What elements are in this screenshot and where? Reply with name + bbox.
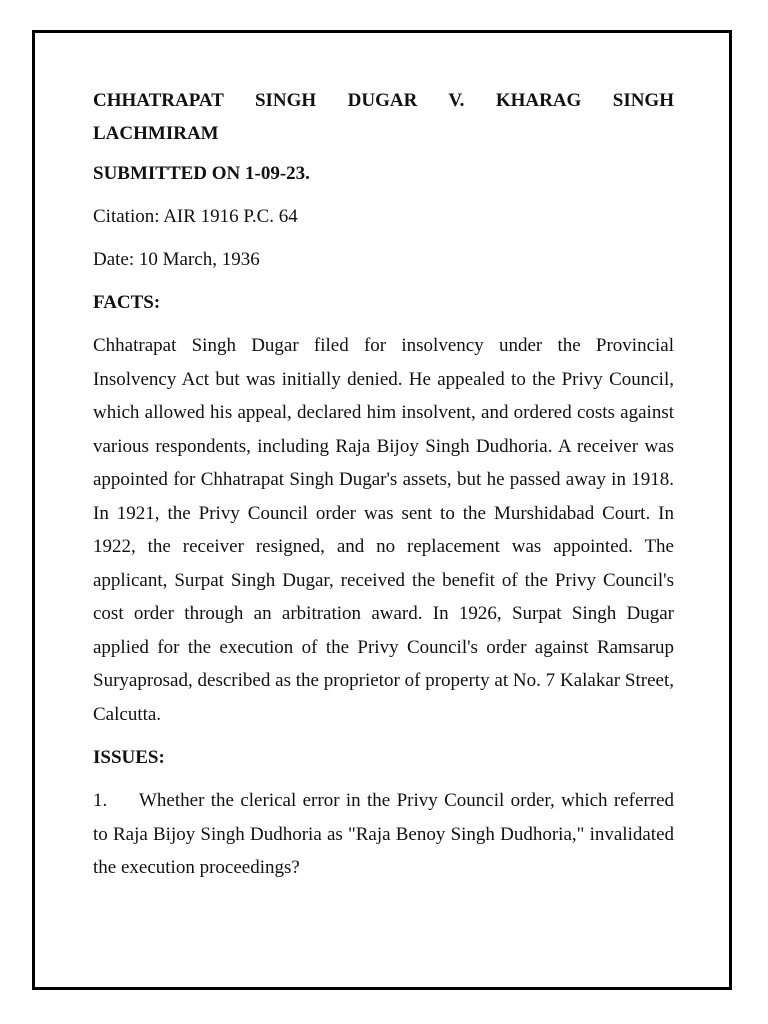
document-content bbox=[93, 84, 674, 885]
issue-number: 1. bbox=[93, 790, 108, 811]
facts-paragraph: Chhatrapat Singh Dugar filed for insolvency under the Provincial Insolvency Act but was initially denied. He appealed to the Privy Council, which allowed his appeal, declared him insolvent, and ordered costs against various respondents, including Raja Bijoy Singh Dudhoria. A receiver was appointed for Chhatrapat Singh Dugar's assets, but he passed away in 1918. In 1921, the Privy Council order was sent to the Murshidabad Court. In 1922, the receiver resigned, and no replacement was appointed. The applicant, Surpat Singh Dugar, received the benefit of the Privy Council's cost order through an arbitration award. In 1926, Surpat Singh Dugar applied for the execution of the Privy Council's order against Ramsarup Suryaprosad, described as the proprietor of property at No. 7 Kalakar Street, Calcutta. bbox=[93, 335, 674, 725]
case-title-line1: CHHATRAPAT SINGH DUGAR V. KHARAG SINGH bbox=[93, 90, 674, 111]
issue-text: Whether the clerical error in the Privy Council order, which referred to Raja Bijoy Singh Dudhoria as "Raja Benoy Singh Dudhoria," invalidated the execution proceedings? bbox=[93, 790, 674, 878]
submitted-date: SUBMITTED ON 1-09-23. bbox=[93, 163, 310, 184]
decision-date: Date: 10 March, 1936 bbox=[93, 249, 260, 270]
issues-heading: ISSUES: bbox=[93, 747, 165, 768]
issue-item bbox=[93, 784, 674, 885]
facts-heading: FACTS: bbox=[93, 292, 161, 313]
case-title-line2: LACHMIRAM bbox=[93, 123, 219, 144]
case-title bbox=[93, 84, 674, 150]
citation: Citation: AIR 1916 P.C. 64 bbox=[93, 206, 298, 227]
